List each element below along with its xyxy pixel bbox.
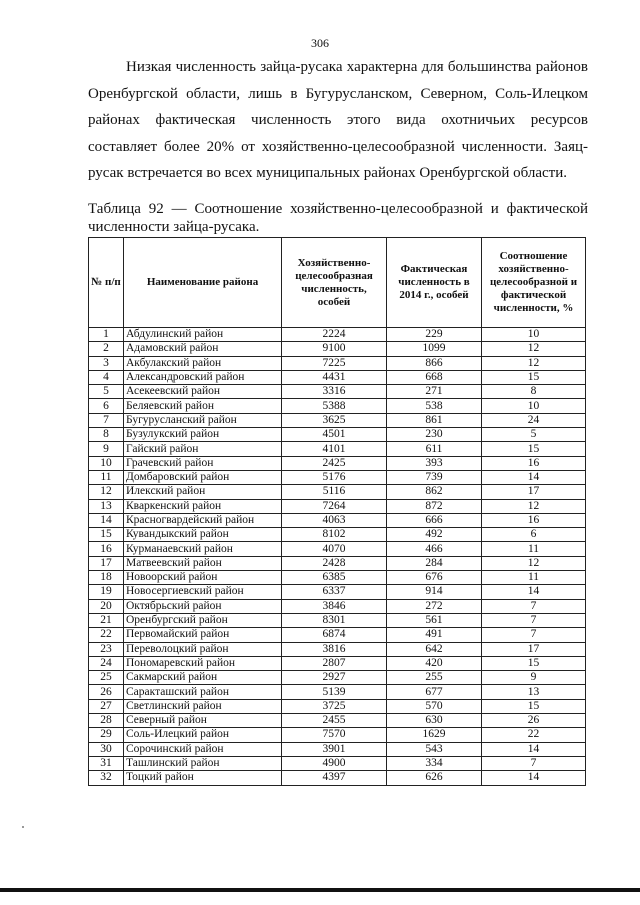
row-number-cell: 30	[89, 742, 124, 756]
row-number-cell: 7	[89, 413, 124, 427]
target-population-cell: 2807	[282, 656, 387, 670]
target-population-cell: 2425	[282, 456, 387, 470]
header-district-name: Наименование района	[124, 238, 282, 328]
header-target-population: Хозяйственно-целесообразная численность, особей	[282, 238, 387, 328]
district-name-cell: Новоорский район	[124, 571, 282, 585]
ratio-percent-cell: 22	[482, 728, 586, 742]
row-number-cell: 24	[89, 656, 124, 670]
district-name-cell: Сорочинский район	[124, 742, 282, 756]
table-row	[89, 728, 586, 742]
table-row	[89, 328, 586, 342]
target-population-cell: 7225	[282, 356, 387, 370]
target-population-cell: 3316	[282, 385, 387, 399]
target-population-cell: 3725	[282, 699, 387, 713]
row-number-cell: 26	[89, 685, 124, 699]
actual-population-cell: 284	[387, 556, 482, 570]
target-population-cell: 2224	[282, 328, 387, 342]
target-population-cell: 6337	[282, 585, 387, 599]
district-name-cell: Кваркенский район	[124, 499, 282, 513]
district-name-cell: Илекский район	[124, 485, 282, 499]
table-row	[89, 528, 586, 542]
ratio-percent-cell: 14	[482, 742, 586, 756]
ratio-percent-cell: 10	[482, 399, 586, 413]
actual-population-cell: 668	[387, 370, 482, 384]
target-population-cell: 7570	[282, 728, 387, 742]
ratio-percent-cell: 7	[482, 613, 586, 627]
target-population-cell: 5116	[282, 485, 387, 499]
district-name-cell: Пономаревский район	[124, 656, 282, 670]
table-row	[89, 342, 586, 356]
table-row	[89, 556, 586, 570]
target-population-cell: 5388	[282, 399, 387, 413]
row-number-cell: 16	[89, 542, 124, 556]
district-name-cell: Беляевский район	[124, 399, 282, 413]
row-number-cell: 19	[89, 585, 124, 599]
district-name-cell: Курманаевский район	[124, 542, 282, 556]
ratio-percent-cell: 11	[482, 571, 586, 585]
row-number-cell: 11	[89, 470, 124, 484]
district-name-cell: Соль-Илецкий район	[124, 728, 282, 742]
actual-population-cell: 255	[387, 671, 482, 685]
actual-population-cell: 492	[387, 528, 482, 542]
target-population-cell: 5139	[282, 685, 387, 699]
ratio-percent-cell: 24	[482, 413, 586, 427]
actual-population-cell: 230	[387, 428, 482, 442]
margin-mark	[22, 826, 24, 828]
actual-population-cell: 642	[387, 642, 482, 656]
actual-population-cell: 334	[387, 756, 482, 770]
row-number-cell: 8	[89, 428, 124, 442]
actual-population-cell: 538	[387, 399, 482, 413]
target-population-cell: 4501	[282, 428, 387, 442]
district-name-cell: Саракташский район	[124, 685, 282, 699]
table-row	[89, 370, 586, 384]
table-row	[89, 542, 586, 556]
target-population-cell: 7264	[282, 499, 387, 513]
actual-population-cell: 626	[387, 771, 482, 785]
row-number-cell: 1	[89, 328, 124, 342]
row-number-cell: 23	[89, 642, 124, 656]
district-name-cell: Оренбургский район	[124, 613, 282, 627]
table-row	[89, 628, 586, 642]
table-row	[89, 742, 586, 756]
row-number-cell: 4	[89, 370, 124, 384]
actual-population-cell: 466	[387, 542, 482, 556]
district-name-cell: Матвеевский район	[124, 556, 282, 570]
district-name-cell: Бузулукский район	[124, 428, 282, 442]
actual-population-cell: 272	[387, 599, 482, 613]
table-row	[89, 499, 586, 513]
actual-population-cell: 543	[387, 742, 482, 756]
target-population-cell: 5176	[282, 470, 387, 484]
target-population-cell: 4900	[282, 756, 387, 770]
district-name-cell: Бугурусланский район	[124, 413, 282, 427]
target-population-cell: 2428	[282, 556, 387, 570]
actual-population-cell: 1099	[387, 342, 482, 356]
table-row	[89, 714, 586, 728]
row-number-cell: 14	[89, 513, 124, 527]
table-row	[89, 585, 586, 599]
target-population-cell: 2455	[282, 714, 387, 728]
target-population-cell: 4101	[282, 442, 387, 456]
row-number-cell: 17	[89, 556, 124, 570]
target-population-cell: 4431	[282, 370, 387, 384]
actual-population-cell: 271	[387, 385, 482, 399]
district-name-cell: Домбаровский район	[124, 470, 282, 484]
table-row	[89, 599, 586, 613]
district-name-cell: Светлинский район	[124, 699, 282, 713]
table-caption: Таблица 92 — Соотношение хозяйственно-целесообразной и фактической численности зайца-русака.	[88, 201, 588, 235]
table-row	[89, 513, 586, 527]
ratio-percent-cell: 9	[482, 671, 586, 685]
row-number-cell: 31	[89, 756, 124, 770]
ratio-percent-cell: 26	[482, 714, 586, 728]
table-row	[89, 671, 586, 685]
ratio-percent-cell: 10	[482, 328, 586, 342]
actual-population-cell: 491	[387, 628, 482, 642]
ratio-percent-cell: 14	[482, 470, 586, 484]
row-number-cell: 5	[89, 385, 124, 399]
row-number-cell: 6	[89, 399, 124, 413]
row-number-cell: 27	[89, 699, 124, 713]
row-number-cell: 12	[89, 485, 124, 499]
header-ratio: Соотношение хозяйственно-целесообразной и фактической численности, %	[482, 238, 586, 328]
target-population-cell: 4397	[282, 771, 387, 785]
ratio-percent-cell: 17	[482, 485, 586, 499]
target-population-cell: 6385	[282, 571, 387, 585]
target-population-cell: 4070	[282, 542, 387, 556]
actual-population-cell: 676	[387, 571, 482, 585]
ratio-percent-cell: 12	[482, 342, 586, 356]
header-actual-population: Фактическая численность в 2014 г., особей	[387, 238, 482, 328]
actual-population-cell: 393	[387, 456, 482, 470]
table-row	[89, 571, 586, 585]
table-body	[89, 328, 586, 786]
ratio-percent-cell: 14	[482, 771, 586, 785]
table-row	[89, 485, 586, 499]
ratio-percent-cell: 15	[482, 699, 586, 713]
actual-population-cell: 677	[387, 685, 482, 699]
actual-population-cell: 666	[387, 513, 482, 527]
row-number-cell: 25	[89, 671, 124, 685]
ratio-percent-cell: 17	[482, 642, 586, 656]
table-row	[89, 699, 586, 713]
target-population-cell: 6874	[282, 628, 387, 642]
ratio-percent-cell: 14	[482, 585, 586, 599]
actual-population-cell: 611	[387, 442, 482, 456]
table-row	[89, 442, 586, 456]
district-name-cell: Грачевский район	[124, 456, 282, 470]
district-name-cell: Сакмарский район	[124, 671, 282, 685]
actual-population-cell: 570	[387, 699, 482, 713]
target-population-cell: 3625	[282, 413, 387, 427]
ratio-percent-cell: 11	[482, 542, 586, 556]
row-number-cell: 15	[89, 528, 124, 542]
district-name-cell: Северный район	[124, 714, 282, 728]
table-row	[89, 413, 586, 427]
ratio-percent-cell: 7	[482, 599, 586, 613]
row-number-cell: 18	[89, 571, 124, 585]
target-population-cell: 8102	[282, 528, 387, 542]
district-name-cell: Переволоцкий район	[124, 642, 282, 656]
district-name-cell: Тоцкий район	[124, 771, 282, 785]
table-row	[89, 685, 586, 699]
ratio-percent-cell: 12	[482, 556, 586, 570]
ratio-percent-cell: 7	[482, 628, 586, 642]
ratio-percent-cell: 15	[482, 656, 586, 670]
row-number-cell: 22	[89, 628, 124, 642]
district-name-cell: Кувандыкский район	[124, 528, 282, 542]
actual-population-cell: 914	[387, 585, 482, 599]
header-num: № п/п	[89, 238, 124, 328]
district-name-cell: Акбулакский район	[124, 356, 282, 370]
actual-population-cell: 1629	[387, 728, 482, 742]
district-name-cell: Абдулинский район	[124, 328, 282, 342]
target-population-cell: 2927	[282, 671, 387, 685]
ratio-percent-cell: 6	[482, 528, 586, 542]
target-population-cell: 3901	[282, 742, 387, 756]
table-row	[89, 385, 586, 399]
ratio-percent-cell: 8	[482, 385, 586, 399]
actual-population-cell: 866	[387, 356, 482, 370]
district-name-cell: Красногвардейский район	[124, 513, 282, 527]
row-number-cell: 3	[89, 356, 124, 370]
district-name-cell: Октябрьский район	[124, 599, 282, 613]
actual-population-cell: 861	[387, 413, 482, 427]
target-population-cell: 9100	[282, 342, 387, 356]
district-name-cell: Александровский район	[124, 370, 282, 384]
table-row	[89, 470, 586, 484]
row-number-cell: 9	[89, 442, 124, 456]
target-population-cell: 3846	[282, 599, 387, 613]
table-row	[89, 399, 586, 413]
table-row	[89, 642, 586, 656]
table-row	[89, 656, 586, 670]
row-number-cell: 29	[89, 728, 124, 742]
actual-population-cell: 420	[387, 656, 482, 670]
table-row	[89, 613, 586, 627]
row-number-cell: 21	[89, 613, 124, 627]
row-number-cell: 2	[89, 342, 124, 356]
ratio-percent-cell: 12	[482, 356, 586, 370]
actual-population-cell: 630	[387, 714, 482, 728]
district-name-cell: Первомайский район	[124, 628, 282, 642]
table-header-row	[89, 238, 586, 328]
target-population-cell: 4063	[282, 513, 387, 527]
ratio-percent-cell: 16	[482, 456, 586, 470]
district-name-cell: Асекеевский район	[124, 385, 282, 399]
row-number-cell: 28	[89, 714, 124, 728]
actual-population-cell: 739	[387, 470, 482, 484]
actual-population-cell: 872	[387, 499, 482, 513]
district-name-cell: Новосергиевский район	[124, 585, 282, 599]
actual-population-cell: 862	[387, 485, 482, 499]
ratio-percent-cell: 7	[482, 756, 586, 770]
ratio-percent-cell: 13	[482, 685, 586, 699]
ratio-percent-cell: 12	[482, 499, 586, 513]
ratio-percent-cell: 5	[482, 428, 586, 442]
table-row	[89, 428, 586, 442]
row-number-cell: 32	[89, 771, 124, 785]
target-population-cell: 8301	[282, 613, 387, 627]
target-population-cell: 3816	[282, 642, 387, 656]
district-name-cell: Ташлинский район	[124, 756, 282, 770]
table-row	[89, 756, 586, 770]
table-row	[89, 456, 586, 470]
actual-population-cell: 561	[387, 613, 482, 627]
row-number-cell: 13	[89, 499, 124, 513]
table-row	[89, 356, 586, 370]
ratio-percent-cell: 16	[482, 513, 586, 527]
row-number-cell: 20	[89, 599, 124, 613]
district-name-cell: Гайский район	[124, 442, 282, 456]
population-table	[88, 237, 586, 786]
ratio-percent-cell: 15	[482, 370, 586, 384]
row-number-cell: 10	[89, 456, 124, 470]
intro-paragraph: Низкая численность зайца-русака характерна для большинства районов Оренбургской области, лишь в Бугурусланском, Северном, Соль-Илецком районах фактическая численность этого вида охотничьих ресурсов составляет более 20% от хозяйственно-целесообразной численности. Заяц-русак встречается во всех муниципальных районах Оренбургской области.	[88, 59, 588, 181]
table-row	[89, 771, 586, 785]
page-number: 306	[311, 36, 329, 50]
district-name-cell: Адамовский район	[124, 342, 282, 356]
ratio-percent-cell: 15	[482, 442, 586, 456]
footer-rule	[0, 888, 640, 892]
actual-population-cell: 229	[387, 328, 482, 342]
